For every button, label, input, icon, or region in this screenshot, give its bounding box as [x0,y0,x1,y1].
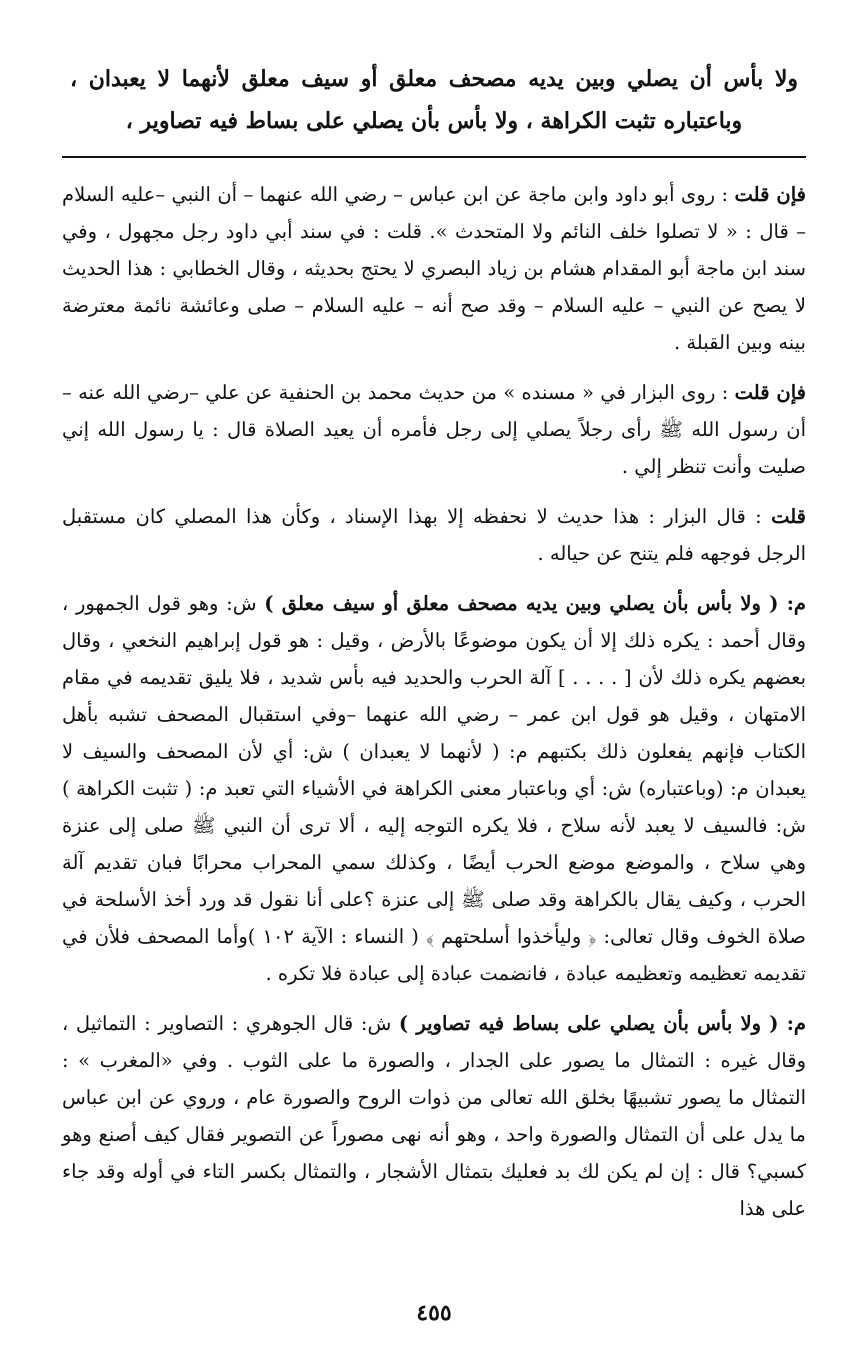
separator-rule [62,156,806,158]
paragraph-lead: م: ( ولا بأس بأن يصلي على بساط فيه تصاوير ) [398,1012,806,1035]
paragraph-text: ش: قال الجوهري : التصاوير : التماثيل ، وقال غيره : التمثال ما يصور على الجدار ، والصورة ما على الثوب . وفي «المغرب » : التمثال ما يصور تشبيهًا بخلق الله تعالى من ذوات الروح والصورة عام ، وروي عن ابن عباس ما يدل على أن التمثال والصورة واحد ، وهو أنه نهى مصوراً عن التصوير فقال كيف أصنع وهو كسبي؟ قال : إن لم يكن لك بد فعليك بتمثال الأشجار ، والتمثال بكسر التاء في أوله وقد جاء على هذا [62,1012,806,1220]
paragraph-text: : روى البزار في « مسنده » من حديث محمد بن الحنفية عن علي –رضي الله عنه – أن رسول الله ﷺ رأى رجلاً يصلي إلى رجل فأمره أن يعيد الصلاة قال : يا رسول الله إني صليت وأنت تنظر إلي . [62,381,806,478]
paragraph-lead: فإن قلت [734,183,806,206]
commentary-paragraph [62,176,806,361]
commentary-paragraph [62,1005,806,1227]
commentary-paragraph [62,585,806,992]
paragraph-text: ش: وهو قول الجمهور ، وقال أحمد : يكره ذلك إلا أن يكون موضوعًا بالأرض ، وقيل : هو قول إبراهيم النخعي ، وقال بعضهم يكره ذلك لأن [ . . . . ] آلة الحرب والحديد فيه بأس شديد ، فلا يليق تقديمه في مقام الامتهان ، وقيل هو قول ابن عمر – رضي الله عنهما –وفي استقبال المصحف تشبه بأهل الكتاب فإنهم يفعلون ذلك بكتبهم م: ( لأنهما لا يعبدان ) ش: أي لأن المصحف والسيف لا يعبدان م: (وباعتباره) ش: أي وباعتبار معنى الكراهة في الأشياء التي تعبد م: ( تثبت الكراهة ) ش: فالسيف لا يعبد لأنه سلاح ، فلا يكره التوجه إليه ، ألا ترى أن النبي ﷺ صلى إلى عنزة وهي سلاح ، والموضع موضع الحرب أيضًا ، وكذلك سمي المحراب محرابًا فبان تقديم آلة الحرب ، وكيف يقال بالكراهة وقد صلى ﷺ إلى عنزة ؟على أنا نقول قد ورد أخذ الأسلحة في صلاة الخوف وقال تعالى: ﴿ وليأخذوا أسلحتهم ﴾ ( النساء : الآية ١٠٢ )وأما المصحف فلأن في تقديمه تعظيمه وتعظيمه عبادة ، فانضمت عبادة إلى عبادة فلا تكره . [62,592,806,985]
commentary-paragraph [62,498,806,572]
paragraph-lead: قلت [771,505,806,528]
paragraph-lead: فإن قلت [734,381,807,404]
paragraph-text: : روى أبو داود وابن ماجة عن ابن عباس – رضي الله عنهما – أن النبي –عليه السلام – قال : « لا تصلوا خلف النائم ولا المتحدث ». قلت : في سند أبي داود رجل مجهول ، وفي سند ابن ماجة أبو المقدام هشام بن زياد البصري لا يحتج بحديثه ، وقال الخطابي : هذا الحديث لا يصح عن النبي – عليه السلام – وقد صح أنه – عليه السلام – صلى وعائشة نائمة معترضة بينه وبين القبلة . [62,183,806,354]
page-number: ٤٥٥ [416,1300,452,1326]
commentary-paragraph [62,374,806,485]
matn-text: ولا بأس أن يصلي وبين يديه مصحف معلق أو سيف معلق لأنهما لا يعبدان ، وباعتباره تثبت الكراهة ، ولا بأس بأن يصلي على بساط فيه تصاوير ، [70,66,798,134]
paragraph-lead: م: ( ولا بأس بأن يصلي وبين يديه مصحف معلق أو سيف معلق ) [264,592,806,615]
paragraph-text: : قال البزار : هذا حديث لا نحفظه إلا بهذا الإسناد ، وكأن هذا المصلي كان مستقبل الرجل فوجهه فلم يتنح عن حياله . [62,505,806,565]
